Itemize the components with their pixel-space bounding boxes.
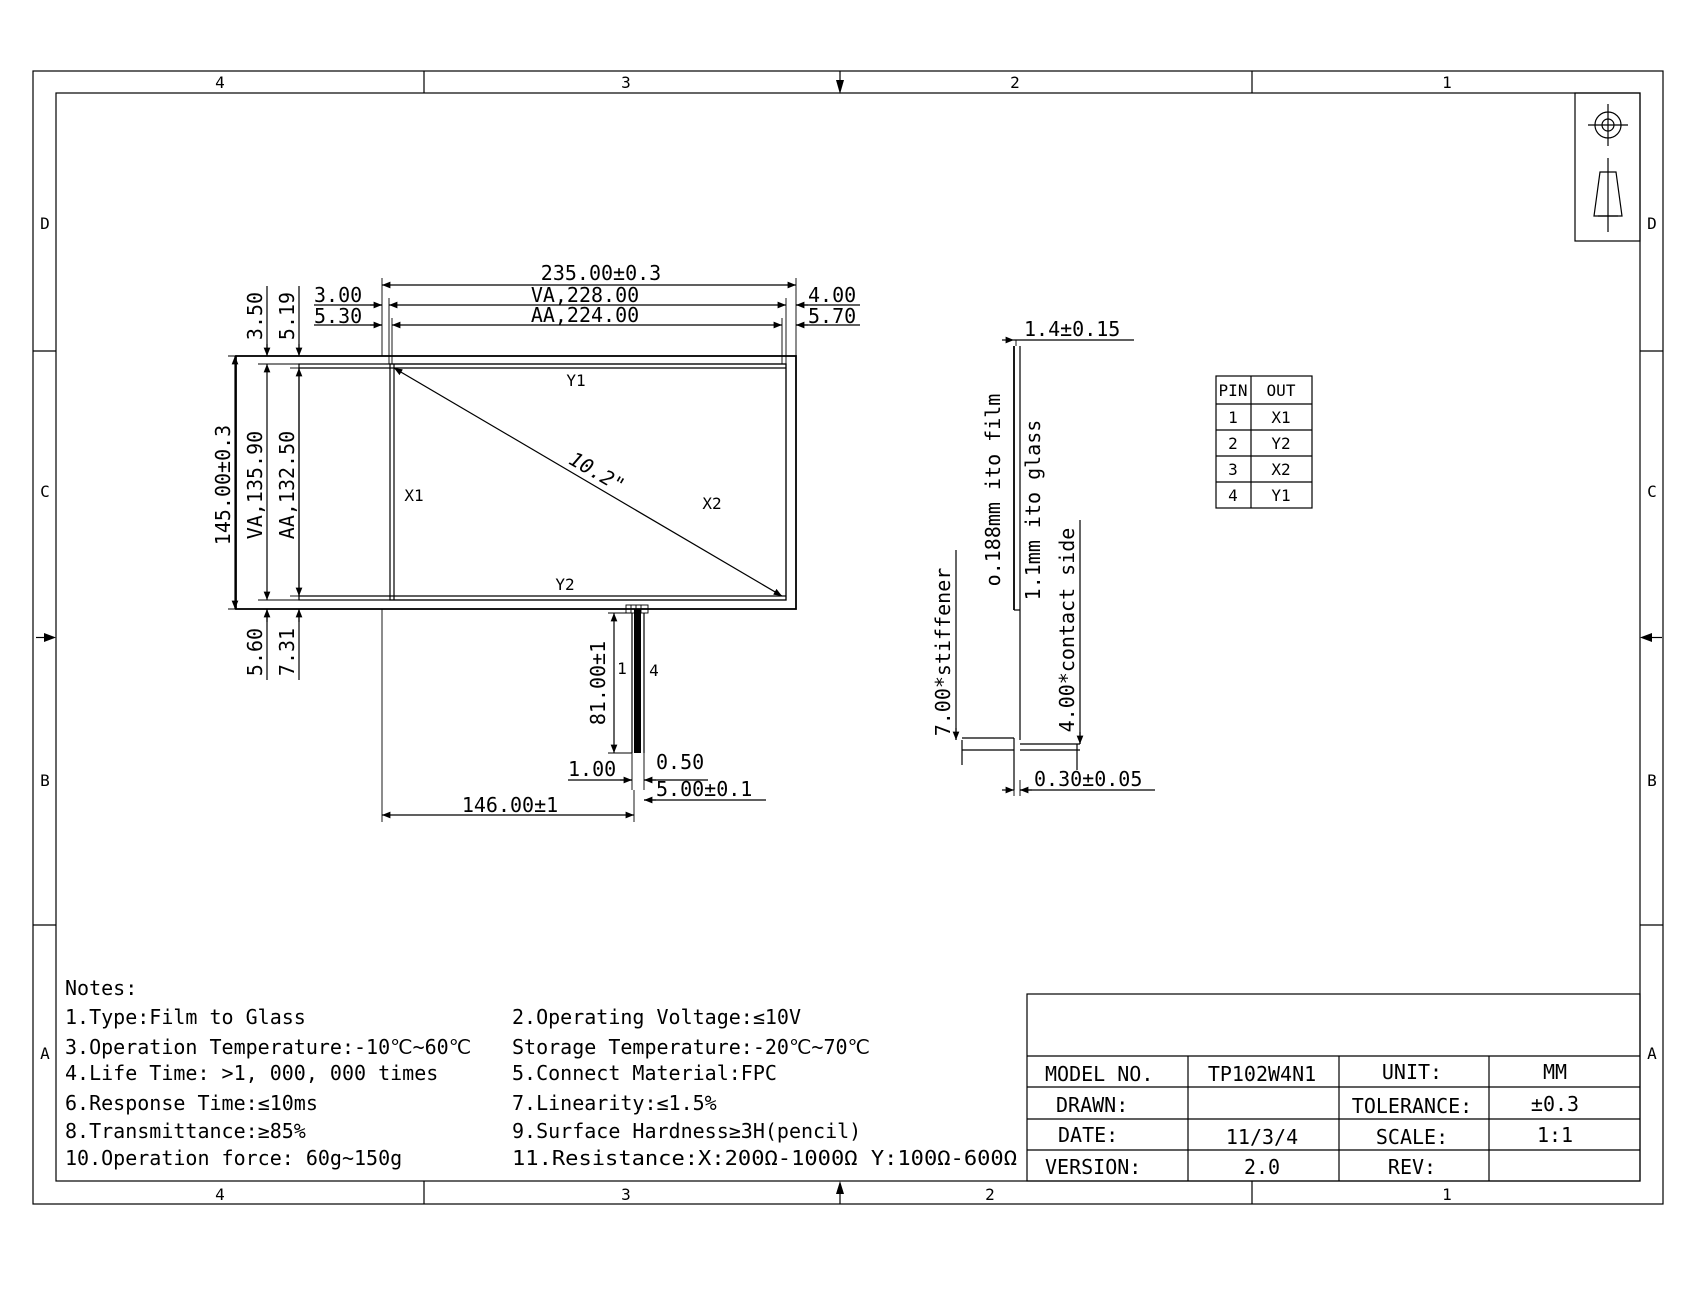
dim-tail-offset: 146.00±1 — [461, 793, 559, 817]
zone-col-top-3: 3 — [621, 73, 631, 92]
label-ito-film: o.188mm ito film — [981, 393, 1005, 587]
label-x2: X2 — [702, 494, 722, 513]
title-scale-value: 1:1 — [1536, 1123, 1574, 1147]
dim-overall-width: 235.00±0.3 — [540, 261, 662, 285]
front-view — [211, 261, 860, 822]
title-unit-label: UNIT: — [1381, 1060, 1443, 1084]
zone-row-right-b: B — [1647, 771, 1657, 790]
dim-aa-width: AA,224.00 — [530, 303, 640, 327]
zone-row-left-c: C — [40, 482, 50, 501]
zone-col-bottom-4: 4 — [215, 1185, 225, 1204]
pin-table-header-out: OUT — [1266, 381, 1296, 400]
note-line: 6.Response Time:≤10ms — [65, 1091, 318, 1115]
dim-tail-thickness: 0.30±0.05 — [1034, 767, 1143, 791]
dim-tail-gap: 0.50 — [656, 750, 705, 774]
dim-right-va: 4.00 — [808, 283, 857, 307]
title-block — [1027, 994, 1640, 1181]
title-unit-value: MM — [1542, 1060, 1568, 1084]
label-y1: Y1 — [566, 371, 586, 390]
tail-pin-first: 1 — [617, 659, 627, 678]
zone-col-bottom-2: 2 — [985, 1185, 995, 1204]
note-line: 2.Operating Voltage:≤10V — [512, 1005, 801, 1029]
zone-row-left-b: B — [40, 771, 50, 790]
note-line: Storage Temperature:-20℃~70℃ — [512, 1035, 870, 1059]
dim-top-aa: 5.19 — [275, 291, 299, 341]
dim-tail-length: 81.00±1 — [586, 640, 610, 726]
zone-row-right-c: C — [1647, 482, 1657, 501]
zone-row-right-d: D — [1647, 214, 1657, 233]
dim-top-va: 3.50 — [243, 291, 267, 341]
notes-heading: Notes: — [65, 976, 138, 1000]
pin-table-cell: 3 — [1228, 460, 1238, 479]
zone-col-top-2: 2 — [1010, 73, 1020, 92]
pin-table-header-pin: PIN — [1218, 381, 1248, 400]
note-line: 7.Linearity:≤1.5% — [512, 1091, 717, 1115]
title-drawn-label: DRAWN: — [1056, 1093, 1129, 1117]
dim-va-height: VA,135.90 — [243, 430, 267, 540]
pin-table-cell: Y2 — [1271, 434, 1291, 453]
title-model-label: MODEL NO. — [1045, 1062, 1154, 1086]
label-ito-glass: 1.1mm ito glass — [1021, 419, 1045, 601]
dim-tail-pitch: 1.00 — [568, 757, 617, 781]
title-date-value: 11/3/4 — [1225, 1125, 1299, 1149]
note-line: 1.Type:Film to Glass — [65, 1005, 306, 1029]
pin-table-cell: Y1 — [1271, 486, 1291, 505]
title-rev-label: REV: — [1387, 1155, 1437, 1179]
tail-pin-last: 4 — [649, 661, 659, 680]
title-date-label: DATE: — [1058, 1123, 1119, 1147]
pin-table-cell: X1 — [1271, 408, 1291, 427]
dim-stiffener: 7.00*stiffener — [931, 567, 955, 737]
projection-symbol-icon — [1575, 93, 1640, 241]
zone-col-top-1: 1 — [1442, 73, 1452, 92]
fpc-tail — [634, 609, 641, 753]
note-line: 5.Connect Material:FPC — [512, 1061, 777, 1085]
title-version-value: 2.0 — [1243, 1155, 1281, 1179]
dim-tail-width: 5.00±0.1 — [656, 777, 753, 801]
zone-col-top-4: 4 — [215, 73, 225, 92]
pin-table-cell: 2 — [1228, 434, 1238, 453]
panel-outline — [236, 356, 796, 609]
dim-aa-height: AA,132.50 — [275, 430, 299, 540]
dim-contact-side: 4.00*contact side — [1055, 527, 1079, 733]
pin-table-cell: 1 — [1228, 408, 1238, 427]
dim-right-aa: 5.70 — [808, 304, 857, 328]
dim-left-aa: 5.30 — [314, 304, 363, 328]
pin-table — [1216, 376, 1312, 508]
note-line: 10.Operation force: 60g~150g — [65, 1146, 403, 1170]
note-line: 3.Operation Temperature:-10℃~60℃ — [65, 1035, 472, 1059]
dim-bottom-va: 5.60 — [243, 627, 267, 677]
diagonal-label: 10.2" — [564, 446, 630, 498]
dim-bottom-aa: 7.31 — [275, 627, 299, 677]
viewing-area-outline — [299, 364, 786, 600]
dim-va-width: VA,228.00 — [530, 283, 640, 307]
zone-row-right-a: A — [1647, 1044, 1657, 1063]
label-y2: Y2 — [555, 575, 575, 594]
dim-side-thickness: 1.4±0.15 — [1024, 317, 1121, 341]
zone-col-bottom-1: 1 — [1442, 1185, 1452, 1204]
dim-overall-height: 145.00±0.3 — [211, 424, 235, 546]
title-version-label: VERSION: — [1045, 1155, 1142, 1179]
title-scale-label: SCALE: — [1375, 1125, 1449, 1149]
title-tolerance-label: TOLERANCE: — [1351, 1094, 1473, 1118]
pin-table-cell: X2 — [1271, 460, 1291, 479]
pin-table-cell: 4 — [1228, 486, 1238, 505]
note-line: 4.Life Time: >1, 000, 000 times — [65, 1061, 439, 1085]
diagonal-line — [394, 368, 782, 596]
label-x1: X1 — [404, 486, 424, 505]
zone-row-left-a: A — [40, 1044, 50, 1063]
zone-col-bottom-3: 3 — [621, 1185, 631, 1204]
note-line: 11.Resistance:X:200Ω-1000Ω Y:100Ω-600Ω — [512, 1146, 1017, 1170]
title-tolerance-value: ±0.3 — [1530, 1092, 1580, 1116]
note-line: 8.Transmittance:≥85% — [65, 1119, 306, 1143]
note-line: 9.Surface Hardness≥3H(pencil) — [512, 1119, 862, 1143]
zone-row-left-d: D — [40, 214, 50, 233]
title-model-value: TP102W4N1 — [1207, 1062, 1317, 1086]
side-view — [931, 317, 1155, 796]
notes — [65, 976, 1017, 1170]
dim-left-va: 3.00 — [314, 283, 363, 307]
